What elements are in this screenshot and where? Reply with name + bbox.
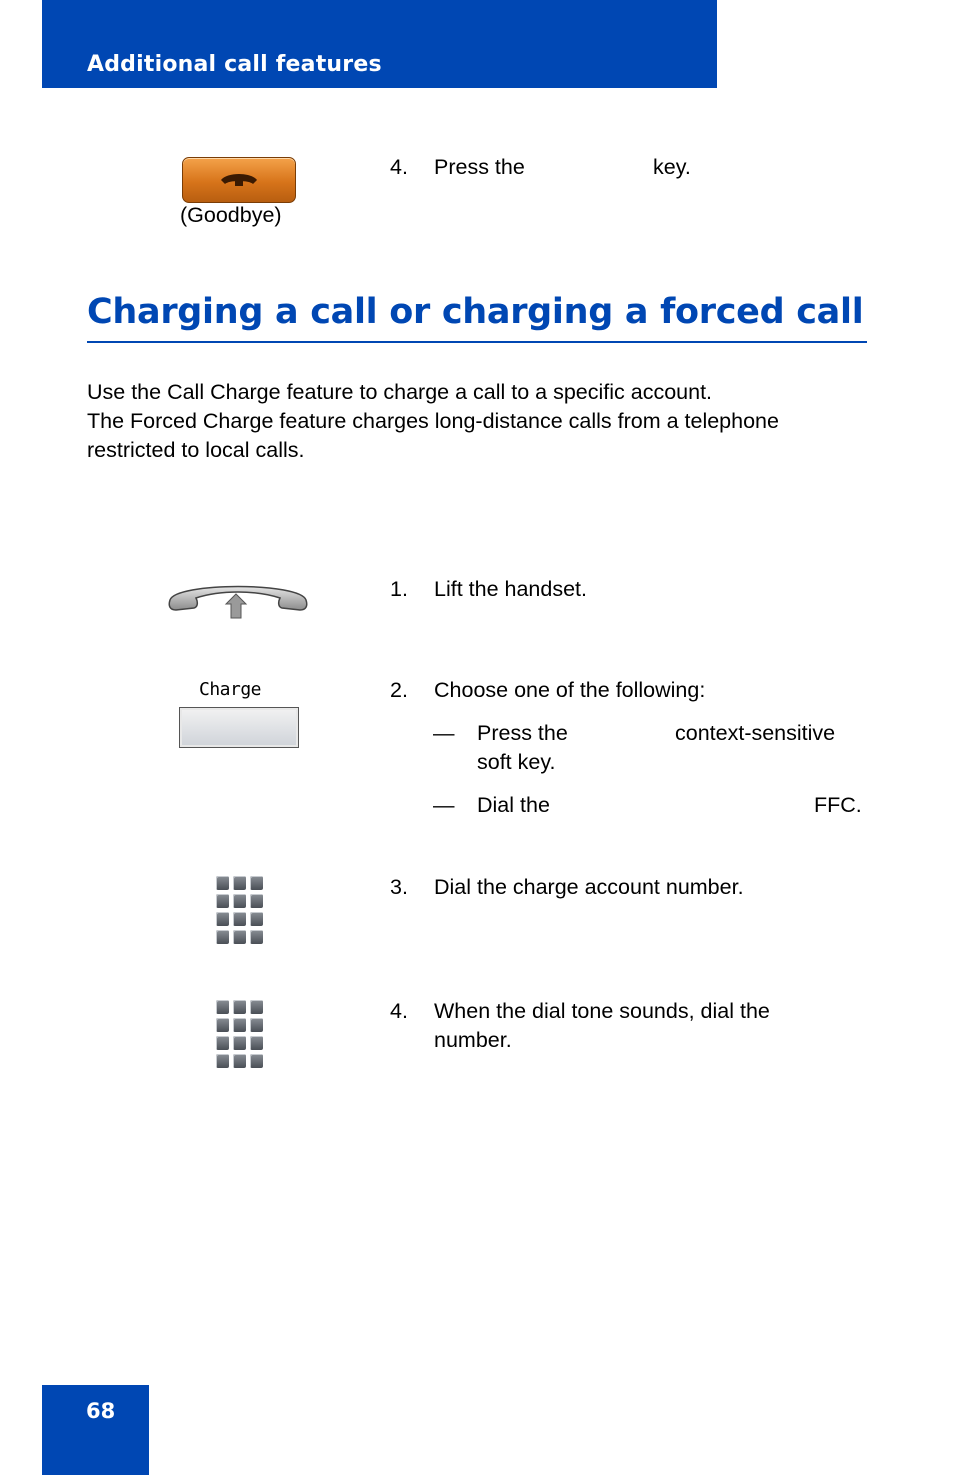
option-text-after: context-sensitive [675, 721, 836, 745]
keypad-icon [216, 1000, 264, 1066]
page-number: 68 [86, 1399, 116, 1423]
keypad-icon [216, 876, 264, 942]
step-number: 3. [390, 875, 408, 899]
step-4 [390, 997, 870, 1057]
step-3 [390, 873, 870, 903]
step-1 [390, 575, 870, 605]
step-text: Lift the handset. [434, 577, 587, 601]
step-2-option-1 [433, 719, 873, 779]
section-rule [87, 341, 867, 343]
step-2 [390, 676, 870, 706]
intro-paragraph [87, 378, 877, 465]
charge-softkey-icon [179, 707, 299, 748]
step-number: 2. [390, 678, 408, 702]
intro-line-1: Use the Call Charge feature to charge a call to a specific account. [87, 380, 713, 404]
header-title: Additional call features [87, 52, 382, 77]
softkey-label: Charge [199, 679, 262, 700]
step-2-option-2 [433, 791, 873, 821]
step-text-after: key. [653, 155, 691, 179]
option-text-line2: soft key. [477, 750, 556, 774]
step-number: 4. [390, 999, 408, 1023]
option-text-before: Dial the [477, 793, 550, 817]
intro-line-3: restricted to local calls. [87, 438, 305, 462]
goodbye-label: (Goodbye) [180, 203, 282, 227]
option-text-after: FFC. [814, 793, 862, 817]
step-text: When the dial tone sounds, dial the [434, 999, 770, 1023]
step-text: Choose one of the following: [434, 678, 706, 702]
step-number: 4. [390, 155, 408, 179]
step-number: 1. [390, 577, 408, 601]
step-text-before: Press the [434, 155, 525, 179]
option-dash: — [433, 793, 455, 817]
section-title: Charging a call or charging a forced call [87, 292, 864, 332]
intro-line-2: The Forced Charge feature charges long-distance calls from a telephone [87, 409, 779, 433]
goodbye-key-icon [182, 157, 296, 203]
handset-icon [166, 574, 311, 622]
step-text: Dial the charge account number. [434, 875, 744, 899]
option-text-before: Press the [477, 721, 568, 745]
option-dash: — [433, 721, 455, 745]
footer-page-box [42, 1385, 149, 1475]
header-bar [42, 0, 717, 88]
step-text-line2: number. [434, 1028, 512, 1052]
top-step [390, 153, 790, 183]
